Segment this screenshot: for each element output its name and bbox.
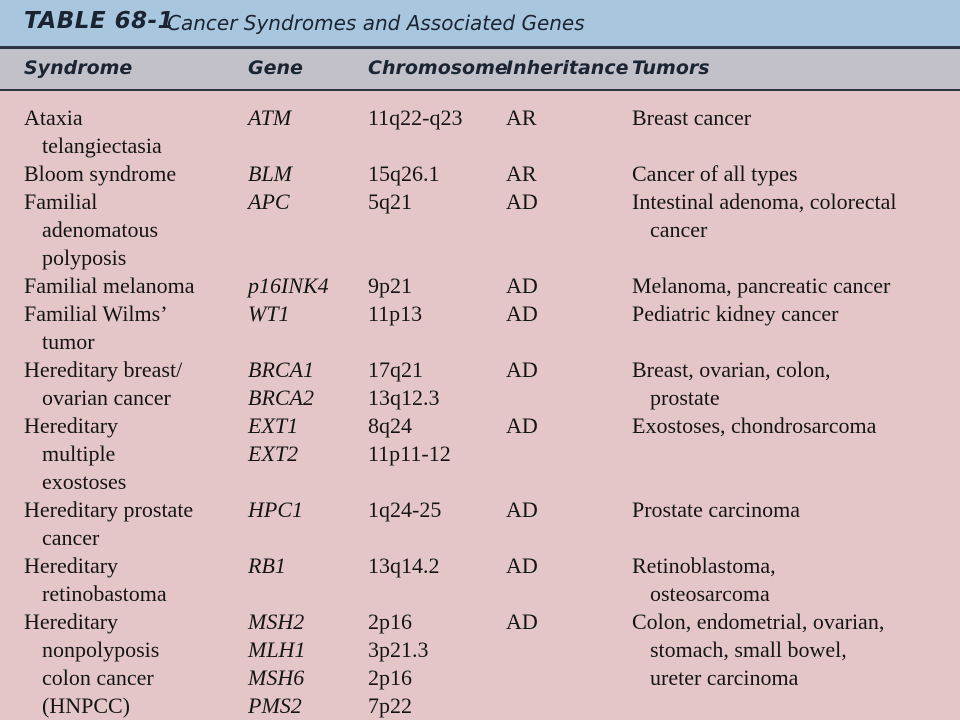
cell-chromosome-line: 17q21 xyxy=(368,357,423,382)
cell-tumors xyxy=(632,272,890,300)
cell-chromosome xyxy=(368,300,422,328)
cell-gene xyxy=(248,188,290,216)
cell-syndrome-line: adenomatous xyxy=(42,217,159,242)
cell-gene-line: WT1 xyxy=(248,301,290,326)
cell-gene-line: BRCA1 xyxy=(248,357,314,382)
cell-syndrome-line: ovarian cancer xyxy=(42,385,171,410)
cell-tumors-line: cancer xyxy=(650,217,708,242)
cell-inheritance xyxy=(506,160,537,188)
cell-tumors-line: prostate xyxy=(650,385,720,410)
cell-gene xyxy=(248,356,314,412)
table-row xyxy=(0,272,960,300)
table-row xyxy=(0,496,960,552)
cell-chromosome xyxy=(368,160,440,188)
cell-syndrome-line: Familial melanoma xyxy=(24,273,195,298)
table-row xyxy=(0,104,960,160)
cell-gene xyxy=(248,160,292,188)
cell-tumors xyxy=(632,300,838,328)
cell-chromosome-line: 11q22-q23 xyxy=(368,105,463,130)
cell-syndrome-line: cancer xyxy=(42,525,100,550)
cell-chromosome xyxy=(368,412,451,468)
cell-syndrome-line: telangiectasia xyxy=(42,133,162,158)
cell-inheritance-line: AD xyxy=(506,357,538,382)
cell-tumors xyxy=(632,356,831,412)
table-row xyxy=(0,356,960,412)
cell-chromosome xyxy=(368,552,440,580)
cell-syndrome-line: Hereditary prostate xyxy=(24,497,194,522)
cell-tumors-line: Prostate carcinoma xyxy=(632,497,800,522)
cell-inheritance xyxy=(506,356,538,384)
cell-tumors-line: Pediatric kidney cancer xyxy=(632,301,839,326)
cell-inheritance xyxy=(506,272,538,300)
cell-inheritance-line: AD xyxy=(506,301,538,326)
cell-gene-line: APC xyxy=(248,189,290,214)
cell-syndrome xyxy=(24,104,162,160)
table-title-bar xyxy=(0,0,960,49)
cell-chromosome xyxy=(368,608,429,720)
cell-tumors-line: Melanoma, pancreatic cancer xyxy=(632,273,891,298)
cell-chromosome-line: 7p22 xyxy=(368,693,412,718)
cell-syndrome-line: Hereditary xyxy=(24,413,119,438)
cell-gene-line: BLM xyxy=(248,161,292,186)
header-chromosome: Chromosome xyxy=(368,57,508,79)
cell-tumors xyxy=(632,412,876,440)
cell-syndrome xyxy=(24,608,159,720)
cell-syndrome-line: Hereditary xyxy=(24,609,119,634)
cell-gene-line: MLH1 xyxy=(248,637,306,662)
cell-syndrome xyxy=(24,160,176,188)
cell-chromosome-line: 11p11-12 xyxy=(368,441,451,466)
cell-syndrome-line: tumor xyxy=(42,329,95,354)
cell-gene-line: p16INK4 xyxy=(248,273,329,298)
table-row xyxy=(0,552,960,608)
cell-chromosome-line: 13q12.3 xyxy=(368,385,440,410)
cell-gene xyxy=(248,608,305,720)
cell-tumors-line: Exostoses, chondrosarcoma xyxy=(632,413,877,438)
cell-chromosome-line: 5q21 xyxy=(368,189,412,214)
cell-chromosome xyxy=(368,356,440,412)
cell-inheritance-line: AD xyxy=(506,497,538,522)
cell-tumors-line: Intestinal adenoma, colorectal xyxy=(632,189,897,214)
cell-inheritance xyxy=(506,300,538,328)
cell-gene xyxy=(248,300,290,328)
cell-syndrome-line: polyposis xyxy=(42,245,127,270)
cell-inheritance-line: AD xyxy=(506,413,538,438)
cell-gene-line: BRCA2 xyxy=(248,385,314,410)
cell-gene-line: HPC1 xyxy=(248,497,303,522)
cell-gene xyxy=(248,412,298,468)
cell-tumors-line: Cancer of all types xyxy=(632,161,798,186)
table-row xyxy=(0,608,960,720)
cell-chromosome-line: 3p21.3 xyxy=(368,637,429,662)
cell-syndrome xyxy=(24,552,167,608)
cell-gene xyxy=(248,552,286,580)
cell-syndrome-line: (HNPCC) xyxy=(42,693,131,718)
cell-inheritance-line: AR xyxy=(506,105,537,130)
cell-syndrome-line: colon cancer xyxy=(42,665,154,690)
cell-chromosome-line: 8q24 xyxy=(368,413,412,438)
table-row xyxy=(0,160,960,188)
cell-syndrome-line: Familial Wilms’ xyxy=(24,301,168,326)
cell-syndrome-line: exostoses xyxy=(42,469,127,494)
table-number: TABLE 68-1 xyxy=(24,8,175,34)
cell-inheritance xyxy=(506,608,538,636)
cell-inheritance xyxy=(506,496,538,524)
cell-gene-line: PMS2 xyxy=(248,693,302,718)
cell-syndrome xyxy=(24,496,193,552)
cell-chromosome-line: 2p16 xyxy=(368,609,412,634)
cell-inheritance-line: AD xyxy=(506,189,538,214)
cell-chromosome-line: 13q14.2 xyxy=(368,553,440,578)
cell-syndrome-line: Hereditary breast/ xyxy=(24,357,183,382)
cell-gene-line: ATM xyxy=(248,105,292,130)
cell-tumors-line: osteosarcoma xyxy=(650,581,770,606)
cell-gene-line: EXT1 xyxy=(248,413,299,438)
cell-tumors xyxy=(632,160,798,188)
cell-gene xyxy=(248,272,329,300)
cell-gene-line: EXT2 xyxy=(248,441,299,466)
table-header-row xyxy=(0,49,960,91)
cell-chromosome-line: 2p16 xyxy=(368,665,412,690)
cell-tumors xyxy=(632,608,884,692)
cell-syndrome-line: multiple xyxy=(42,441,116,466)
cell-syndrome-line: nonpolyposis xyxy=(42,637,160,662)
cell-syndrome-line: retinobastoma xyxy=(42,581,167,606)
cell-chromosome xyxy=(368,188,412,216)
cell-chromosome-line: 11p13 xyxy=(368,301,423,326)
header-syndrome: Syndrome xyxy=(24,57,133,79)
cell-chromosome xyxy=(368,272,412,300)
cell-tumors-line: stomach, small bowel, xyxy=(650,637,847,662)
cell-tumors xyxy=(632,496,800,524)
cell-syndrome-line: Familial xyxy=(24,189,98,214)
cell-chromosome-line: 1q24-25 xyxy=(368,497,442,522)
cell-tumors-line: Breast cancer xyxy=(632,105,752,130)
cell-chromosome-line: 15q26.1 xyxy=(368,161,440,186)
table-row xyxy=(0,188,960,272)
cell-syndrome-line: Bloom syndrome xyxy=(24,161,177,186)
cell-chromosome-line: 9p21 xyxy=(368,273,412,298)
cell-tumors-line: ureter carcinoma xyxy=(650,665,799,690)
table-row xyxy=(0,300,960,356)
table-title: Cancer Syndromes and Associated Genes xyxy=(167,11,585,35)
cell-gene xyxy=(248,104,291,132)
cell-gene-line: MSH6 xyxy=(248,665,305,690)
cell-inheritance-line: AD xyxy=(506,609,538,634)
header-gene: Gene xyxy=(248,57,303,79)
cell-gene-line: MSH2 xyxy=(248,609,305,634)
cell-syndrome xyxy=(24,412,126,496)
cell-tumors xyxy=(632,188,897,244)
table-row xyxy=(0,412,960,496)
cell-gene-line: RB1 xyxy=(248,553,286,578)
cell-inheritance xyxy=(506,412,538,440)
cell-syndrome xyxy=(24,300,168,356)
header-tumors: Tumors xyxy=(632,57,710,79)
cell-syndrome-line: Hereditary xyxy=(24,553,119,578)
header-inheritance: Inheritance xyxy=(506,57,629,79)
table-body xyxy=(0,104,960,720)
cell-tumors-line: Retinoblastoma, xyxy=(632,553,776,578)
cell-tumors xyxy=(632,104,751,132)
cell-tumors-line: Colon, endometrial, ovarian, xyxy=(632,609,885,634)
cell-inheritance xyxy=(506,104,537,132)
cell-inheritance-line: AR xyxy=(506,161,537,186)
cell-inheritance-line: AD xyxy=(506,273,538,298)
cell-tumors-line: Breast, ovarian, colon, xyxy=(632,357,831,382)
cell-inheritance xyxy=(506,552,538,580)
cell-syndrome-line: Ataxia xyxy=(24,105,83,130)
cell-inheritance-line: AD xyxy=(506,553,538,578)
cell-syndrome xyxy=(24,272,194,300)
cell-gene xyxy=(248,496,303,524)
cell-chromosome xyxy=(368,104,463,132)
cell-syndrome xyxy=(24,356,182,412)
cell-chromosome xyxy=(368,496,441,524)
cell-inheritance xyxy=(506,188,538,216)
cell-syndrome xyxy=(24,188,158,272)
cell-tumors xyxy=(632,552,776,608)
